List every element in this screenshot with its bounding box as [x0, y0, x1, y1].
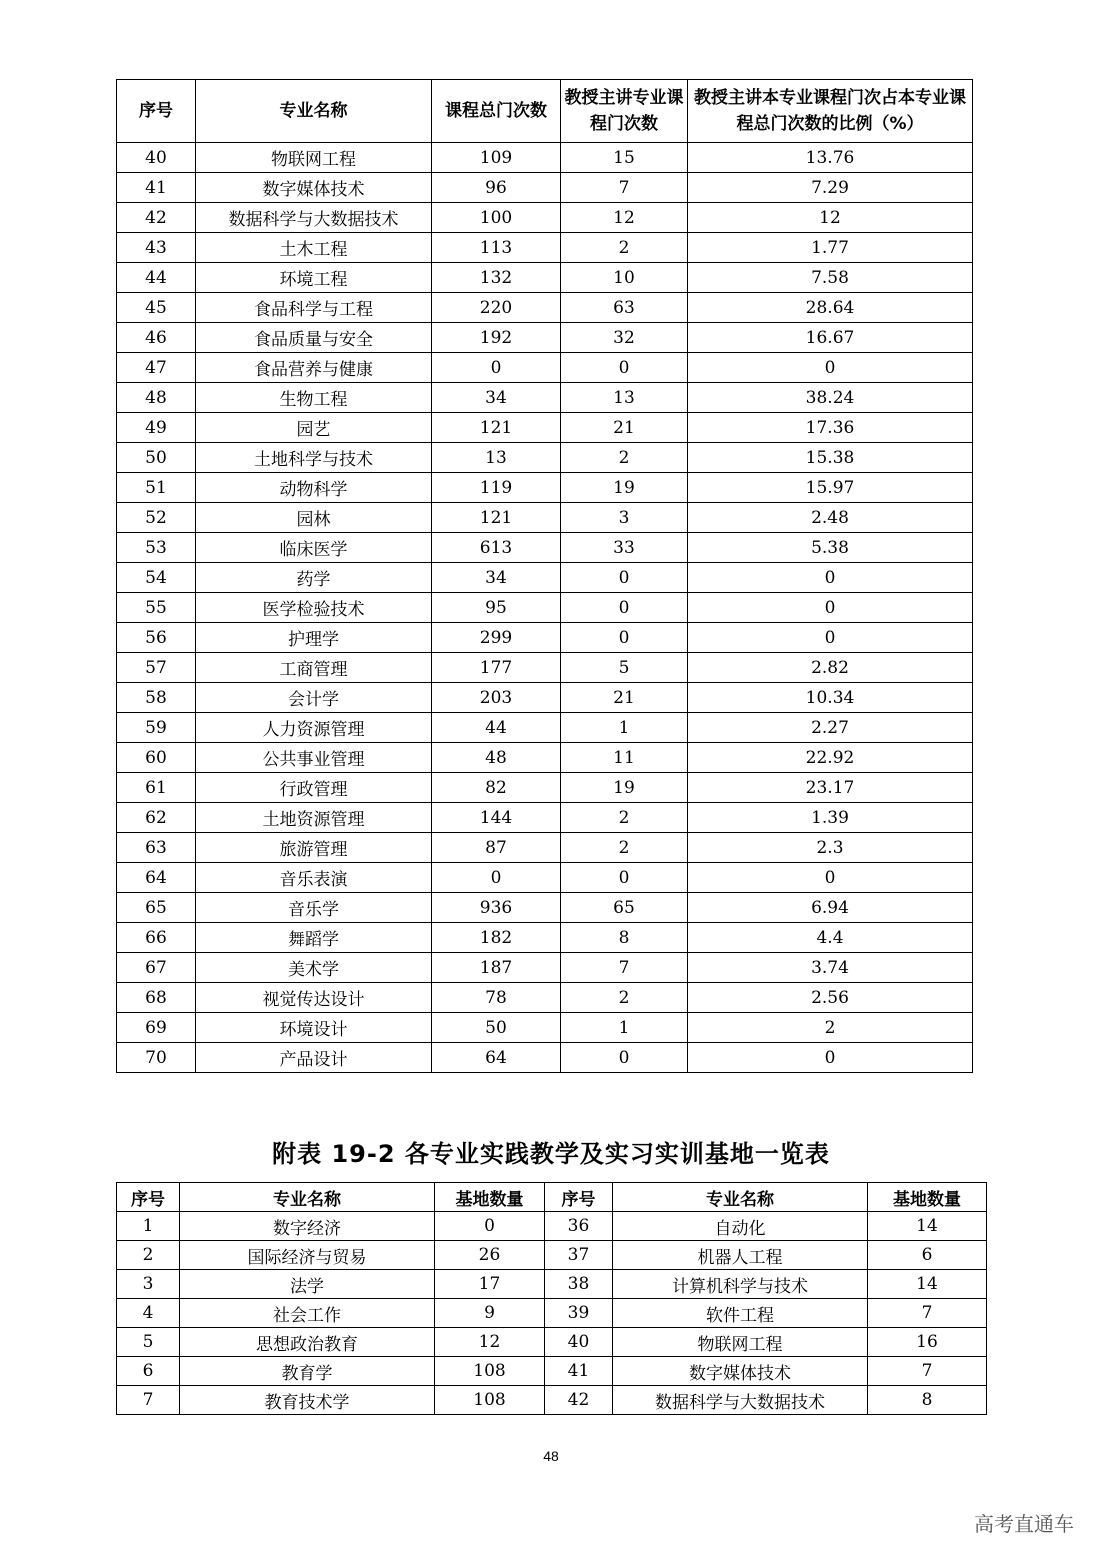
- cell-major-name-2: 软件工程: [613, 1299, 868, 1328]
- cell-index-2: 38: [545, 1270, 613, 1299]
- cell-professor-ratio: 0: [688, 353, 973, 383]
- cell-total-courses: 100: [432, 203, 561, 233]
- table-row: [117, 773, 973, 803]
- cell-major-name-2: 机器人工程: [613, 1241, 868, 1270]
- table-row: [117, 623, 973, 653]
- cell-professor-courses: 7: [561, 953, 688, 983]
- cell-professor-ratio: 10.34: [688, 683, 973, 713]
- cell-major-name: 园艺: [196, 413, 432, 443]
- cell-major-name: 环境工程: [196, 263, 432, 293]
- table-row: [117, 923, 973, 953]
- page-number: 48: [543, 1448, 559, 1464]
- cell-total-courses: 192: [432, 323, 561, 353]
- cell-professor-courses: 7: [561, 173, 688, 203]
- table-row: [117, 263, 973, 293]
- cell-index: 4: [117, 1299, 180, 1328]
- cell-index: 56: [117, 623, 196, 653]
- practice-base-table: [116, 1182, 987, 1415]
- table-row: [117, 1328, 987, 1357]
- cell-major-name: 音乐学: [196, 893, 432, 923]
- cell-index: 66: [117, 923, 196, 953]
- cell-professor-ratio: 7.58: [688, 263, 973, 293]
- table-row: [117, 353, 973, 383]
- cell-professor-ratio: 0: [688, 593, 973, 623]
- cell-total-courses: 44: [432, 713, 561, 743]
- header-total-courses: 课程总门次数: [432, 80, 561, 143]
- cell-professor-courses: 2: [561, 983, 688, 1013]
- table-row: [117, 383, 973, 413]
- cell-professor-ratio: 28.64: [688, 293, 973, 323]
- cell-major-name: 视觉传达设计: [196, 983, 432, 1013]
- cell-major-name: 教育学: [180, 1357, 435, 1386]
- cell-index: 45: [117, 293, 196, 323]
- cell-professor-courses: 11: [561, 743, 688, 773]
- cell-base-count-2: 16: [868, 1328, 987, 1357]
- cell-major-name: 思想政治教育: [180, 1328, 435, 1357]
- cell-index: 49: [117, 413, 196, 443]
- cell-major-name: 护理学: [196, 623, 432, 653]
- cell-professor-courses: 63: [561, 293, 688, 323]
- cell-index: 70: [117, 1043, 196, 1073]
- table-row: [117, 893, 973, 923]
- cell-major-name: 动物科学: [196, 473, 432, 503]
- cell-total-courses: 182: [432, 923, 561, 953]
- cell-professor-courses: 2: [561, 443, 688, 473]
- cell-index: 47: [117, 353, 196, 383]
- cell-major-name: 临床医学: [196, 533, 432, 563]
- table-row: [117, 473, 973, 503]
- cell-major-name: 人力资源管理: [196, 713, 432, 743]
- cell-index: 6: [117, 1357, 180, 1386]
- cell-total-courses: 132: [432, 263, 561, 293]
- cell-total-courses: 13: [432, 443, 561, 473]
- table-row: [117, 1212, 987, 1241]
- table-row: [117, 1386, 987, 1415]
- cell-index: 65: [117, 893, 196, 923]
- table-row: [117, 1043, 973, 1073]
- cell-professor-courses: 8: [561, 923, 688, 953]
- cell-major-name: 园林: [196, 503, 432, 533]
- cell-major-name: 行政管理: [196, 773, 432, 803]
- cell-index: 55: [117, 593, 196, 623]
- cell-base-count: 108: [435, 1386, 545, 1415]
- cell-major-name: 工商管理: [196, 653, 432, 683]
- cell-professor-courses: 0: [561, 623, 688, 653]
- cell-index: 58: [117, 683, 196, 713]
- cell-total-courses: 113: [432, 233, 561, 263]
- cell-professor-ratio: 12: [688, 203, 973, 233]
- cell-total-courses: 95: [432, 593, 561, 623]
- cell-total-courses: 96: [432, 173, 561, 203]
- table-row: [117, 503, 973, 533]
- cell-major-name-2: 数字媒体技术: [613, 1357, 868, 1386]
- cell-professor-courses: 10: [561, 263, 688, 293]
- cell-major-name: 食品科学与工程: [196, 293, 432, 323]
- cell-professor-ratio: 38.24: [688, 383, 973, 413]
- cell-total-courses: 0: [432, 353, 561, 383]
- cell-base-count: 17: [435, 1270, 545, 1299]
- cell-index: 50: [117, 443, 196, 473]
- cell-base-count-2: 14: [868, 1212, 987, 1241]
- cell-index: 62: [117, 803, 196, 833]
- cell-index: 51: [117, 473, 196, 503]
- cell-index-2: 39: [545, 1299, 613, 1328]
- cell-total-courses: 119: [432, 473, 561, 503]
- cell-major-name-2: 物联网工程: [613, 1328, 868, 1357]
- cell-professor-courses: 5: [561, 653, 688, 683]
- table-row: [117, 563, 973, 593]
- cell-professor-ratio: 4.4: [688, 923, 973, 953]
- cell-total-courses: 144: [432, 803, 561, 833]
- cell-index: 64: [117, 863, 196, 893]
- cell-index: 41: [117, 173, 196, 203]
- cell-professor-courses: 21: [561, 683, 688, 713]
- cell-professor-ratio: 0: [688, 623, 973, 653]
- cell-major-name: 食品营养与健康: [196, 353, 432, 383]
- table-header-row: [117, 80, 973, 143]
- cell-major-name-2: 数据科学与大数据技术: [613, 1386, 868, 1415]
- cell-professor-ratio: 2.27: [688, 713, 973, 743]
- cell-base-count-2: 8: [868, 1386, 987, 1415]
- table-body: [117, 1212, 987, 1415]
- table-row: [117, 1299, 987, 1328]
- cell-total-courses: 48: [432, 743, 561, 773]
- table-row: [117, 833, 973, 863]
- table-row: [117, 1241, 987, 1270]
- table-row: [117, 683, 973, 713]
- cell-total-courses: 187: [432, 953, 561, 983]
- cell-professor-courses: 21: [561, 413, 688, 443]
- cell-professor-ratio: 0: [688, 1043, 973, 1073]
- cell-major-name: 舞蹈学: [196, 923, 432, 953]
- cell-index: 7: [117, 1386, 180, 1415]
- cell-professor-ratio: 15.38: [688, 443, 973, 473]
- cell-total-courses: 87: [432, 833, 561, 863]
- cell-professor-ratio: 3.74: [688, 953, 973, 983]
- table-row: [117, 983, 973, 1013]
- cell-base-count-2: 7: [868, 1357, 987, 1386]
- cell-index-2: 36: [545, 1212, 613, 1241]
- cell-professor-courses: 0: [561, 863, 688, 893]
- cell-major-name: 旅游管理: [196, 833, 432, 863]
- cell-professor-ratio: 13.76: [688, 143, 973, 173]
- cell-professor-ratio: 2.82: [688, 653, 973, 683]
- table-row: [117, 233, 973, 263]
- cell-total-courses: 299: [432, 623, 561, 653]
- cell-major-name: 数据科学与大数据技术: [196, 203, 432, 233]
- cell-professor-ratio: 0: [688, 563, 973, 593]
- professor-course-table: [116, 79, 973, 1073]
- cell-index-2: 41: [545, 1357, 613, 1386]
- cell-professor-ratio: 2.48: [688, 503, 973, 533]
- cell-professor-courses: 0: [561, 563, 688, 593]
- cell-professor-ratio: 22.92: [688, 743, 973, 773]
- table-row: [117, 293, 973, 323]
- cell-index: 46: [117, 323, 196, 353]
- cell-index: 53: [117, 533, 196, 563]
- cell-major-name-2: 自动化: [613, 1212, 868, 1241]
- cell-base-count-2: 7: [868, 1299, 987, 1328]
- cell-total-courses: 34: [432, 383, 561, 413]
- cell-total-courses: 220: [432, 293, 561, 323]
- cell-major-name: 数字媒体技术: [196, 173, 432, 203]
- table-row: [117, 593, 973, 623]
- header-base-count: 基地数量: [435, 1183, 545, 1212]
- table-row: [117, 1357, 987, 1386]
- cell-major-name: 产品设计: [196, 1043, 432, 1073]
- cell-professor-courses: 2: [561, 803, 688, 833]
- table2-title: 附表 19-2 各专业实践教学及实习实训基地一览表: [272, 1140, 830, 1168]
- cell-professor-ratio: 17.36: [688, 413, 973, 443]
- cell-major-name: 美术学: [196, 953, 432, 983]
- cell-professor-ratio: 15.97: [688, 473, 973, 503]
- header-major-name: 专业名称: [196, 80, 432, 143]
- cell-major-name: 土木工程: [196, 233, 432, 263]
- cell-professor-courses: 65: [561, 893, 688, 923]
- cell-professor-courses: 3: [561, 503, 688, 533]
- cell-base-count: 108: [435, 1357, 545, 1386]
- cell-professor-courses: 0: [561, 1043, 688, 1073]
- cell-total-courses: 613: [432, 533, 561, 563]
- table-row: [117, 533, 973, 563]
- cell-index: 5: [117, 1328, 180, 1357]
- cell-professor-courses: 0: [561, 593, 688, 623]
- cell-base-count-2: 14: [868, 1270, 987, 1299]
- cell-professor-courses: 1: [561, 1013, 688, 1043]
- table-row: [117, 1270, 987, 1299]
- cell-professor-courses: 2: [561, 233, 688, 263]
- cell-professor-ratio: 2.56: [688, 983, 973, 1013]
- cell-index: 52: [117, 503, 196, 533]
- cell-professor-courses: 12: [561, 203, 688, 233]
- cell-professor-ratio: 6.94: [688, 893, 973, 923]
- cell-major-name: 医学检验技术: [196, 593, 432, 623]
- table-row: [117, 653, 973, 683]
- cell-base-count-2: 6: [868, 1241, 987, 1270]
- table-row: [117, 953, 973, 983]
- cell-index: 1: [117, 1212, 180, 1241]
- header-index: 序号: [117, 80, 196, 143]
- header-major-name: 专业名称: [180, 1183, 435, 1212]
- cell-total-courses: 121: [432, 413, 561, 443]
- cell-professor-courses: 13: [561, 383, 688, 413]
- table-header-row: [117, 1183, 987, 1212]
- cell-professor-courses: 15: [561, 143, 688, 173]
- cell-professor-ratio: 7.29: [688, 173, 973, 203]
- table-body: [117, 143, 973, 1073]
- cell-total-courses: 50: [432, 1013, 561, 1043]
- table-row: [117, 173, 973, 203]
- cell-major-name: 环境设计: [196, 1013, 432, 1043]
- table-row: [117, 443, 973, 473]
- cell-major-name: 音乐表演: [196, 863, 432, 893]
- cell-professor-ratio: 5.38: [688, 533, 973, 563]
- cell-professor-ratio: 1.77: [688, 233, 973, 263]
- cell-major-name: 生物工程: [196, 383, 432, 413]
- cell-major-name: 国际经济与贸易: [180, 1241, 435, 1270]
- cell-index: 42: [117, 203, 196, 233]
- header-professor-ratio: 教授主讲本专业课程门次占本专业课程总门次数的比例（%）: [688, 80, 973, 143]
- cell-total-courses: 0: [432, 863, 561, 893]
- header-base-count-2: 基地数量: [868, 1183, 987, 1212]
- cell-index: 40: [117, 143, 196, 173]
- cell-base-count: 12: [435, 1328, 545, 1357]
- cell-index: 2: [117, 1241, 180, 1270]
- cell-index-2: 40: [545, 1328, 613, 1357]
- cell-professor-courses: 19: [561, 773, 688, 803]
- cell-total-courses: 109: [432, 143, 561, 173]
- watermark-text: 高考直通车: [974, 1512, 1074, 1536]
- cell-professor-ratio: 23.17: [688, 773, 973, 803]
- cell-index: 63: [117, 833, 196, 863]
- cell-major-name: 会计学: [196, 683, 432, 713]
- cell-professor-courses: 2: [561, 833, 688, 863]
- header-major-name-2: 专业名称: [613, 1183, 868, 1212]
- cell-professor-ratio: 0: [688, 863, 973, 893]
- cell-major-name: 教育技术学: [180, 1386, 435, 1415]
- cell-major-name: 药学: [196, 563, 432, 593]
- cell-total-courses: 78: [432, 983, 561, 1013]
- cell-total-courses: 936: [432, 893, 561, 923]
- cell-major-name: 土地科学与技术: [196, 443, 432, 473]
- cell-professor-courses: 0: [561, 353, 688, 383]
- cell-total-courses: 203: [432, 683, 561, 713]
- header-index: 序号: [117, 1183, 180, 1212]
- table-row: [117, 413, 973, 443]
- cell-index: 48: [117, 383, 196, 413]
- table-row: [117, 1013, 973, 1043]
- cell-base-count: 26: [435, 1241, 545, 1270]
- header-professor-courses: 教授主讲专业课程门次数: [561, 80, 688, 143]
- cell-index: 3: [117, 1270, 180, 1299]
- cell-total-courses: 177: [432, 653, 561, 683]
- cell-major-name: 社会工作: [180, 1299, 435, 1328]
- table-row: [117, 143, 973, 173]
- cell-major-name-2: 计算机科学与技术: [613, 1270, 868, 1299]
- cell-major-name: 物联网工程: [196, 143, 432, 173]
- cell-index: 69: [117, 1013, 196, 1043]
- cell-professor-ratio: 2.3: [688, 833, 973, 863]
- cell-index: 67: [117, 953, 196, 983]
- cell-professor-courses: 19: [561, 473, 688, 503]
- cell-major-name: 法学: [180, 1270, 435, 1299]
- cell-major-name: 数字经济: [180, 1212, 435, 1241]
- table-row: [117, 803, 973, 833]
- cell-index-2: 42: [545, 1386, 613, 1415]
- cell-base-count: 9: [435, 1299, 545, 1328]
- cell-professor-courses: 1: [561, 713, 688, 743]
- cell-professor-ratio: 16.67: [688, 323, 973, 353]
- cell-major-name: 公共事业管理: [196, 743, 432, 773]
- cell-total-courses: 64: [432, 1043, 561, 1073]
- table-row: [117, 743, 973, 773]
- cell-total-courses: 34: [432, 563, 561, 593]
- cell-index: 57: [117, 653, 196, 683]
- cell-professor-courses: 32: [561, 323, 688, 353]
- cell-professor-ratio: 1.39: [688, 803, 973, 833]
- cell-total-courses: 121: [432, 503, 561, 533]
- header-index-2: 序号: [545, 1183, 613, 1212]
- table-row: [117, 713, 973, 743]
- cell-index: 61: [117, 773, 196, 803]
- cell-professor-ratio: 2: [688, 1013, 973, 1043]
- cell-base-count: 0: [435, 1212, 545, 1241]
- cell-major-name: 食品质量与安全: [196, 323, 432, 353]
- cell-index: 44: [117, 263, 196, 293]
- table-row: [117, 863, 973, 893]
- cell-index: 59: [117, 713, 196, 743]
- cell-total-courses: 82: [432, 773, 561, 803]
- cell-professor-courses: 33: [561, 533, 688, 563]
- table-row: [117, 203, 973, 233]
- cell-major-name: 土地资源管理: [196, 803, 432, 833]
- cell-index: 54: [117, 563, 196, 593]
- table-row: [117, 323, 973, 353]
- cell-index: 68: [117, 983, 196, 1013]
- cell-index: 60: [117, 743, 196, 773]
- cell-index-2: 37: [545, 1241, 613, 1270]
- cell-index: 43: [117, 233, 196, 263]
